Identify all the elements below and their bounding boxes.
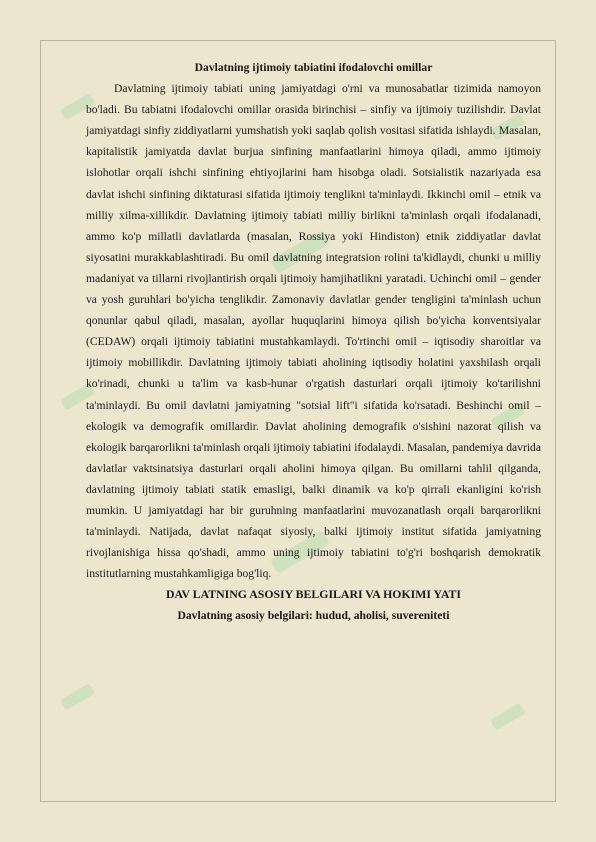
body-paragraph: Davlatning ijtimoiy tabiati uning jamiyatdagi o'rni va munosabatlar tizimida namoyon bo'ladi. Bu tabiatni ifodalovchi omillar orasida birinchisi – sinfiy va ijtimoiy tuzilishdir. Davlat jamiyatdagi sinfiy ziddiyatlarni yumshatish yoki saqlab qolish vositasi sifatida ishlaydi. Masalan, kapitalistik jamiyatda davlat burjua sinfining manfaatlarini himoya qiladi, ammo ijtimoiy islohotlar orqali ishchi sinfining ehtiyojlarini ham hisobga oladi. Sotsialistik nazariyada esa davlat ishchi sinfining diktaturasi sifatida ijtimoiy tenglikni ta'minlaydi. Ikkinchi omil – etnik va milliy xilma-xillikdir. Davlatning ijtimoiy tabiati milliy birlikni ta'minlash orqali ifodalanadi, ammo ko'p millatli davlatlarda (masalan, Rossiya yoki Hindiston) etnik ziddiyatlar davlat siyosatini murakkablashtiradi. Bu omil davlatning integratsion rolini ta'kidlaydi, chunki u milliy madaniyat va tillarni rivojlantirish orqali ijtimoiy hamjihatlikni yaratadi. Uchinchi omil – gender va yosh guruhlari bo'yicha tenglikdir. Zamonaviy davlatlar gender tengligini ta'minlash uchun qonunlar qabul qiladi, masalan, ayollar huquqlarini himoya qilish bo'yicha konventsiyalar (CEDAW) orqali ijtimoiy tabiatini mustahkamlaydi. To'rtinchi omil – iqtisodiy sharoitlar va ijtimoiy mobillikdir. Davlatning ijtimoiy tabiati aholining iqtisodiy holatini yaxshilash orqali ko'rinadi, chunki u ta'lim va kasb-hunar o'rgatish dasturlari orqali ijtimoiy ko'tarilishni ta'minlaydi. Bu omil davlatni jamiyatning "sotsial lift"i sifatida ko'rsatadi. Beshinchi omil – ekologik va demografik omillardir. Davlat aholining demografik o'sishini nazorat qilish va ekologik barqarorlikni ta'minlash orqali ijtimoiy tabiatini ifodalaydi. Masalan, pandemiya davrida davlatlar vaktsinatsiya dasturlari orqali aholini himoya qilgan. Bu omillarni tahlil qilganda, davlatning ijtimoiy tabiati statik emasligi, balki dinamik va ko'p qirrali ekanligini ko'rish mumkin. U jamiyatdagi har bir guruhning manfaatlarini muvozanatlash orqali barqarorlikni ta'minlaydi. Natijada, davlat nafaqat siyosiy, balki ijtimoiy institut sifatida jamiyatning rivojlanishiga hissa qo'shadi, ammo uning ijtimoiy tabiatini to'g'ri boshqarish demokratik institutlarning mustahkamligiga bog'liq.	[86, 82, 541, 581]
subsection-heading: Davlatning asosiy belgilari: hudud, aholisi, suvereniteti	[177, 609, 450, 623]
document-title: Davlatning ijtimoiy tabiatini ifodalovchi omillar	[194, 61, 433, 74]
document-content	[86, 57, 541, 627]
section-heading: DAV LATNING ASOSIY BELGILARI VA HOKIMI YATI	[165, 587, 461, 602]
